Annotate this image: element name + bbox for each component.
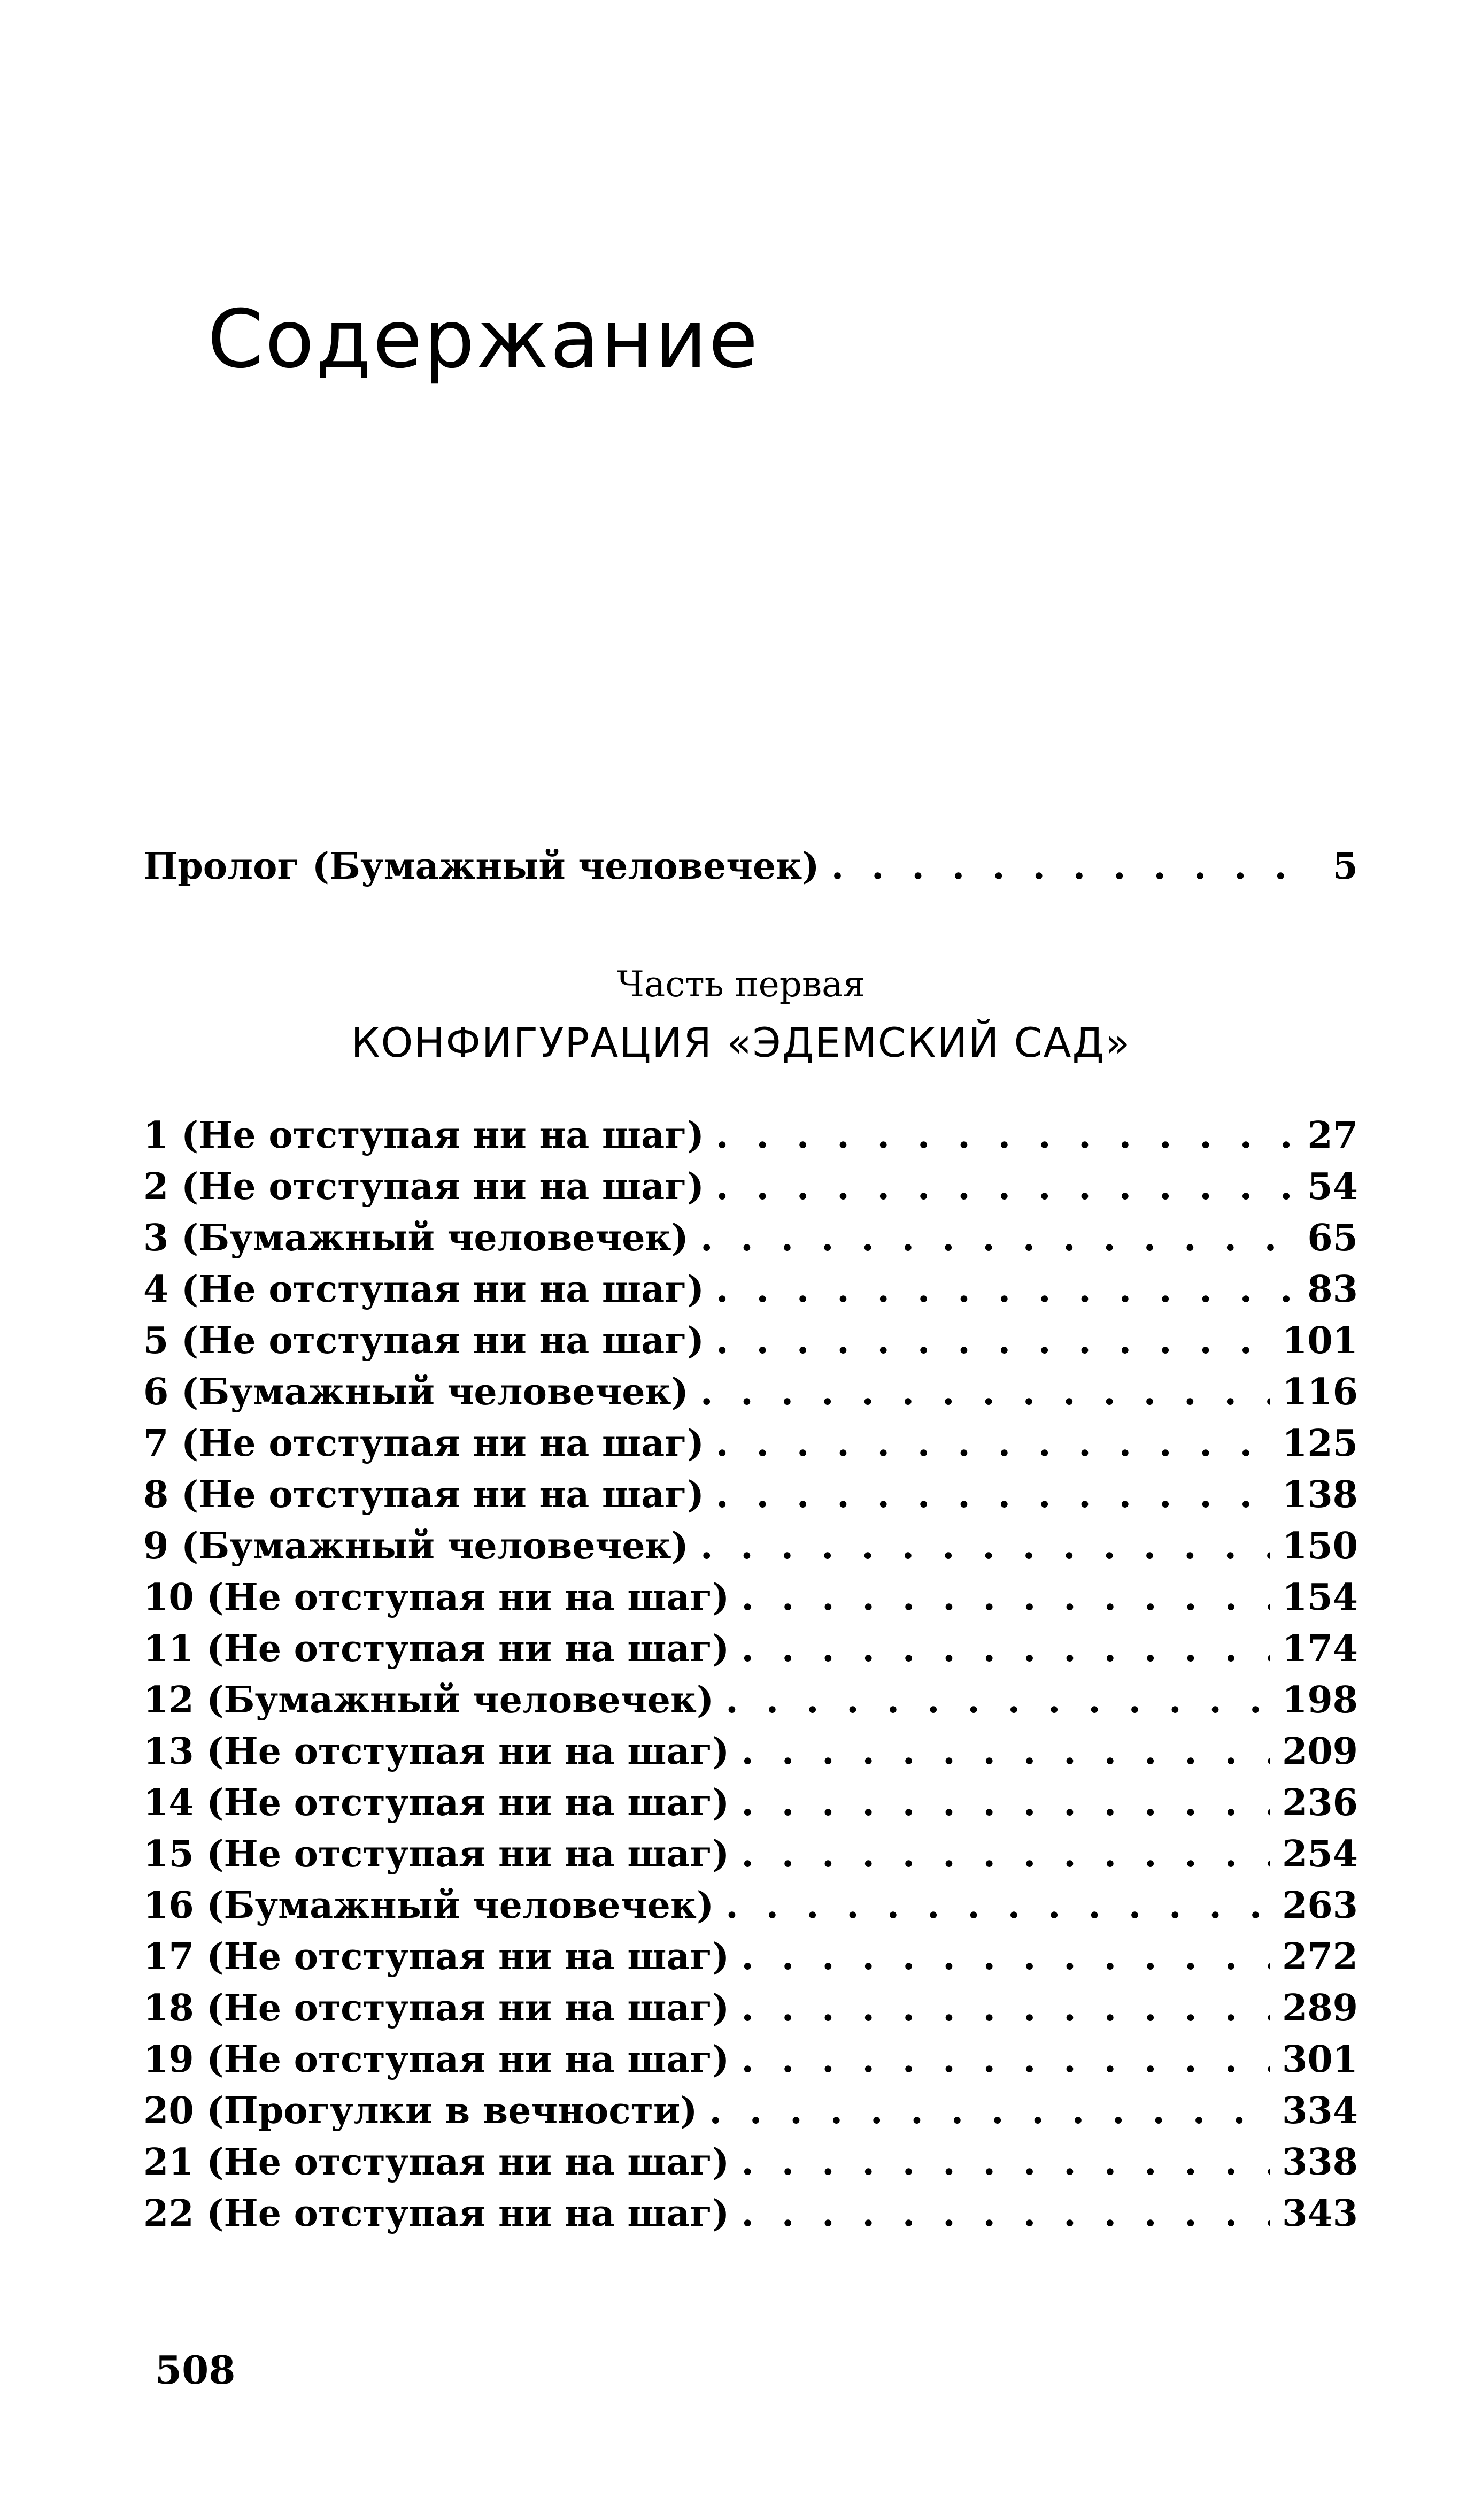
toc-entry[interactable] [143, 1983, 1358, 2034]
toc-entry[interactable] [143, 2085, 1358, 2137]
toc-entry-page: 125 [1282, 1422, 1358, 1465]
toc-entry-page: 236 [1282, 1781, 1358, 1824]
toc-entry-label: 11 (Не отступая ни на шаг) [143, 1627, 730, 1670]
toc-entry[interactable] [143, 1674, 1358, 1726]
toc-entry-label: 13 (Не отступая ни на шаг) [143, 1730, 730, 1773]
toc-entry-page: 254 [1282, 1833, 1358, 1876]
toc-entry-label: 12 (Бумажный человечек) [143, 1679, 714, 1722]
toc-entry[interactable] [143, 1161, 1358, 1212]
toc-dot-leader [741, 2137, 1270, 2188]
toc-entry-page: 54 [1307, 1165, 1358, 1208]
toc-entry-page: 154 [1282, 1576, 1358, 1619]
toc-entry[interactable] [143, 1623, 1358, 1674]
toc-entry-label: 10 (Не отступая ни на шаг) [143, 1576, 730, 1619]
toc-dot-leader [741, 1572, 1270, 1623]
toc-entry-page: 301 [1282, 2038, 1358, 2081]
toc-dot-leader [741, 2188, 1270, 2239]
toc-dot-leader [831, 841, 1293, 892]
toc-dot-leader [741, 1623, 1270, 1674]
toc-entry-label: 4 (Не отступая ни на шаг) [143, 1268, 705, 1311]
toc-dot-leader [741, 2034, 1270, 2085]
toc-dot-leader [709, 2085, 1270, 2137]
toc-entry-label: 14 (Не отступая ни на шаг) [143, 1781, 730, 1824]
toc-entry-page: 272 [1282, 1935, 1358, 1978]
toc-dot-leader [741, 1983, 1270, 2034]
toc-entry[interactable] [143, 2137, 1358, 2188]
toc-entry-prologue[interactable] [143, 841, 1358, 892]
toc-entry-label: 5 (Не отступая ни на шаг) [143, 1319, 705, 1362]
toc-dot-leader [716, 1110, 1293, 1161]
toc-entry[interactable] [143, 1520, 1358, 1572]
part-title: КОНФИГУРАЦИЯ «ЭДЕМСКИЙ САД» [351, 1019, 1131, 1066]
page-title: Содержание [207, 293, 760, 386]
toc-entry[interactable] [143, 1726, 1358, 1777]
toc-entry-label: 1 (Не отступая ни на шаг) [143, 1114, 705, 1157]
toc-entry[interactable] [143, 1110, 1358, 1161]
toc-entry-page: 209 [1282, 1730, 1358, 1773]
toc-entry-page: 5 [1332, 845, 1358, 888]
toc-entry-label: 19 (Не отступая ни на шаг) [143, 2038, 730, 2081]
toc-entry-page: 101 [1282, 1319, 1358, 1362]
toc-entry[interactable] [143, 2034, 1358, 2085]
toc-dot-leader [700, 1212, 1293, 1264]
toc-dot-leader [716, 1315, 1270, 1366]
toc-entry-label: 17 (Не отступая ни на шаг) [143, 1935, 730, 1978]
toc-entry-label: 2 (Не отступая ни на шаг) [143, 1165, 705, 1208]
toc-dot-leader [700, 1366, 1270, 1418]
toc-dot-leader [741, 1777, 1270, 1828]
toc-entry[interactable] [143, 1572, 1358, 1623]
toc-entry[interactable] [143, 1931, 1358, 1983]
toc-dot-leader [725, 1880, 1270, 1931]
toc-entry[interactable] [143, 1880, 1358, 1931]
toc-dot-leader [700, 1520, 1270, 1572]
toc-entry-page: 334 [1282, 2089, 1358, 2132]
toc-entry-page: 27 [1307, 1114, 1358, 1157]
toc-entry-page: 83 [1307, 1268, 1358, 1311]
toc-dot-leader [741, 1726, 1270, 1777]
toc-entry-page: 338 [1282, 2141, 1358, 2184]
toc-entry[interactable] [143, 1418, 1358, 1469]
toc-entry-page: 198 [1282, 1679, 1358, 1722]
toc-entry-page: 150 [1282, 1525, 1358, 1568]
toc-entry-label: 8 (Не отступая ни на шаг) [143, 1473, 705, 1516]
toc-entry-page: 343 [1282, 2192, 1358, 2235]
toc-entry-label: 18 (Не отступая ни на шаг) [143, 1987, 730, 2030]
toc-entry-label: 3 (Бумажный человечек) [143, 1217, 689, 1259]
toc-entry[interactable] [143, 1315, 1358, 1366]
toc-entry-page: 263 [1282, 1884, 1358, 1927]
toc-dot-leader [716, 1264, 1293, 1315]
toc-entry-page: 174 [1282, 1627, 1358, 1670]
toc-entry-label: 15 (Не отступая ни на шаг) [143, 1833, 730, 1876]
toc-entry-label: 16 (Бумажный человечек) [143, 1884, 714, 1927]
toc-entry[interactable] [143, 1366, 1358, 1418]
toc-entry[interactable] [143, 1264, 1358, 1315]
toc-dot-leader [725, 1674, 1270, 1726]
toc-entry-label: 21 (Не отступая ни на шаг) [143, 2141, 730, 2184]
toc-entry-page: 289 [1282, 1987, 1358, 2030]
toc-entry-label: Пролог (Бумажный человечек) [143, 845, 820, 888]
toc-dot-leader [741, 1828, 1270, 1880]
toc-entry-page: 65 [1307, 1217, 1358, 1259]
toc-entry[interactable] [143, 1828, 1358, 1880]
toc-entry[interactable] [143, 2188, 1358, 2239]
toc-entry-label: 22 (Не отступая ни на шаг) [143, 2192, 730, 2235]
toc-dot-leader [716, 1161, 1293, 1212]
toc-dot-leader [716, 1418, 1270, 1469]
toc-entry[interactable] [143, 1212, 1358, 1264]
toc-entry[interactable] [143, 1777, 1358, 1828]
toc-dot-leader [741, 1931, 1270, 1983]
toc-entry[interactable] [143, 1469, 1358, 1520]
toc-entry-label: 9 (Бумажный человечек) [143, 1525, 689, 1568]
toc-entry-label: 20 (Прогулки в вечности) [143, 2089, 698, 2132]
part-label: Часть первая [616, 964, 866, 1005]
toc-dot-leader [716, 1469, 1270, 1520]
toc-entry-page: 116 [1282, 1371, 1358, 1413]
toc-entry-page: 138 [1282, 1473, 1358, 1516]
toc-entry-label: 7 (Не отступая ни на шаг) [143, 1422, 705, 1465]
page-number: 508 [155, 2347, 236, 2393]
toc-entry-label: 6 (Бумажный человечек) [143, 1371, 689, 1413]
